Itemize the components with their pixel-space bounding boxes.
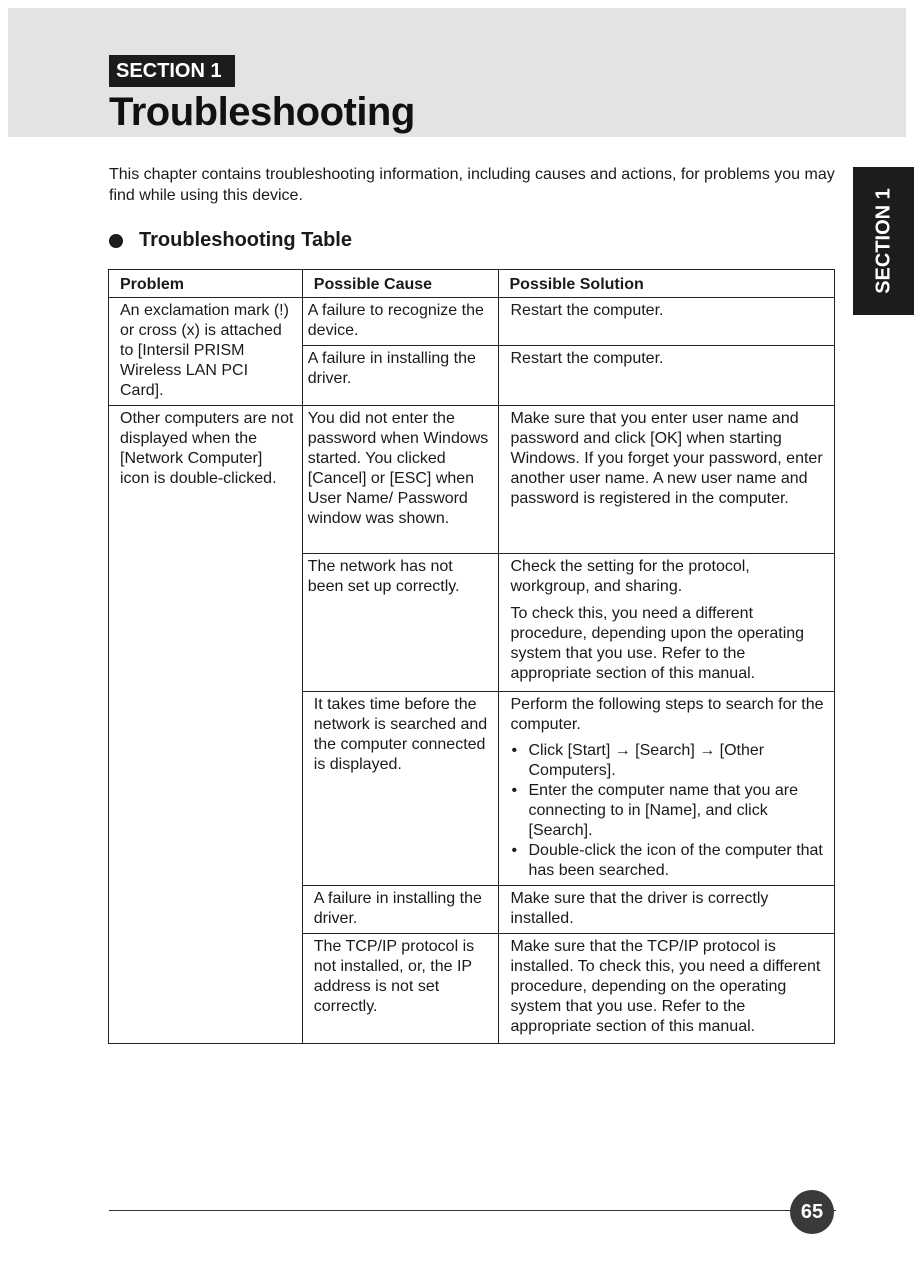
- section-badge: SECTION 1: [109, 55, 235, 87]
- problem-cell: An exclamation mark (!) or cross (x) is attached to [Intersil PRISM Wireless LAN PCI Card].: [109, 298, 303, 406]
- bullet-icon: [109, 234, 123, 248]
- page-number: 65: [790, 1190, 834, 1234]
- cause-cell: You did not enter the password when Windows started. You clicked [Cancel] or [ESC] when User Name/ Password window was shown.: [302, 406, 498, 554]
- solution-paragraph: Check the setting for the protocol, workgroup, and sharing.: [510, 558, 750, 595]
- solution-paragraph: Perform the following steps to search for the computer.: [510, 696, 824, 733]
- troubleshooting-table: [108, 269, 835, 1044]
- solution-cell: Make sure that the driver is correctly installed.: [498, 886, 835, 934]
- table-heading: [109, 229, 352, 252]
- solution-cell: Make sure that you enter user name and password and click [OK] when starting Windows. If you forget your password, enter another user name. A new user name and password is registered in the computer.: [498, 406, 835, 554]
- table-row: [109, 406, 835, 554]
- solution-cell: Restart the computer.: [498, 298, 835, 346]
- column-header-cause: Possible Cause: [302, 270, 498, 298]
- solution-cell: Make sure that the TCP/IP protocol is installed. To check this, you need a different procedure, depending on the operating system that you use. Refer to the appropriate section of this manual.: [498, 934, 835, 1044]
- table-header-row: [109, 270, 835, 298]
- cause-cell: It takes time before the network is searched and the computer connected is displayed.: [302, 692, 498, 886]
- solution-steps-list: [511, 741, 827, 881]
- side-tab-label: SECTION 1: [872, 188, 894, 294]
- cause-cell: A failure in installing the driver.: [302, 886, 498, 934]
- solution-cell: Restart the computer.: [498, 346, 835, 406]
- cause-cell: The TCP/IP protocol is not installed, or, the IP address is not set correctly.: [302, 934, 498, 1044]
- list-item: • Enter the computer name that you are connecting to in [Name], and click [Search].: [511, 781, 827, 841]
- solution-cell: [498, 692, 835, 886]
- footer-rule: [109, 1210, 836, 1211]
- section-side-tab: [853, 167, 914, 315]
- list-item: • Double-click the icon of the computer that has been searched.: [511, 841, 827, 881]
- column-header-problem: Problem: [109, 270, 303, 298]
- table-heading-text: Troubleshooting Table: [139, 229, 352, 251]
- intro-paragraph: This chapter contains troubleshooting information, including causes and actions, for problems you may find while using this device.: [109, 166, 835, 204]
- cause-cell: The network has not been set up correctly.: [302, 554, 498, 692]
- cause-cell: A failure to recognize the device.: [302, 298, 498, 346]
- page-title: Troubleshooting: [109, 90, 415, 134]
- solution-paragraph: To check this, you need a different procedure, depending upon the operating system that you use. Refer to the appropriate section of this manual.: [510, 605, 805, 682]
- cause-cell: A failure in installing the driver.: [302, 346, 498, 406]
- solution-cell: [498, 554, 835, 692]
- list-item: • Click [Start] → [Search] → [Other Computers].: [511, 741, 827, 781]
- table-row: [109, 298, 835, 346]
- problem-cell: Other computers are not displayed when the [Network Computer] icon is double-clicked.: [109, 406, 303, 1044]
- column-header-solution: Possible Solution: [498, 270, 835, 298]
